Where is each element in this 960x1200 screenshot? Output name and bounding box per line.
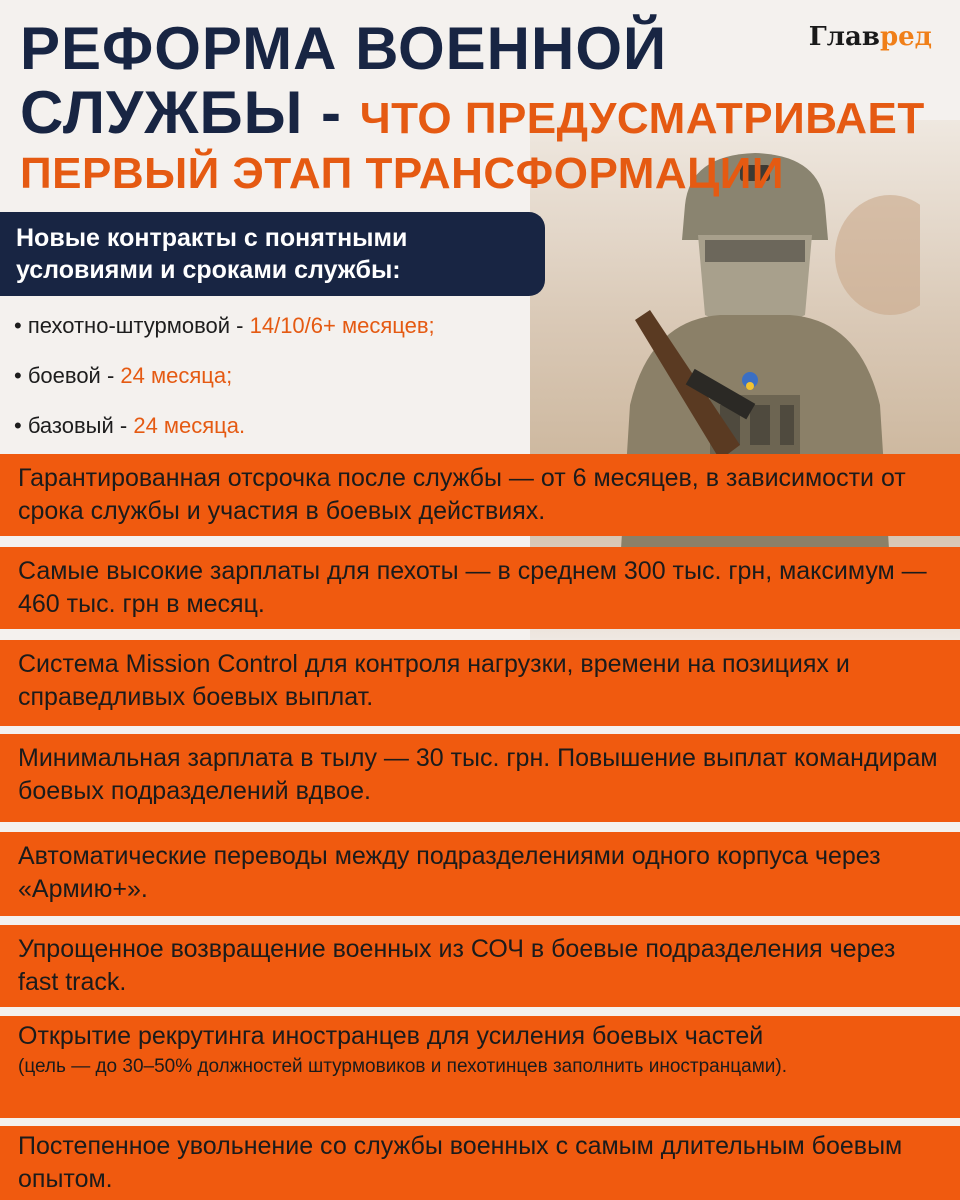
card-text-block: [18, 1020, 940, 1079]
subtitle-part2: ПЕРВЫЙ ЭТАП ТРАНСФОРМАЦИИ: [20, 149, 785, 198]
card-text: Система Mission Control для контроля нагрузки, времени на позициях и справедливых боевых выплат.: [18, 650, 850, 711]
contract-value: 24 месяца;: [120, 363, 233, 388]
logo-text-dark: Глав: [808, 22, 880, 52]
contract-label: • базовый -: [14, 413, 134, 438]
logo-text-accent: ред: [879, 22, 932, 52]
card-text: Упрощенное возвращение военных из СОЧ в боевые подразделения через fast track.: [18, 935, 896, 996]
card-transfers: [0, 832, 960, 916]
page-title-line2: [20, 79, 925, 150]
contract-item-basic: [14, 413, 245, 439]
page-title-line2-main: СЛУЖБЫ -: [20, 79, 343, 146]
contract-value: 14/10/6+ месяцев;: [249, 313, 435, 338]
card-text: Постепенное увольнение со службы военных с самым длительным боевым опытом.: [18, 1132, 903, 1193]
card-rear-salary: [0, 734, 960, 822]
card-mission-control: [0, 640, 960, 726]
page-title-line1: РЕФОРМА ВОЕННОЙ: [20, 15, 668, 82]
contract-item-combat: [14, 363, 232, 389]
contract-item-assault: [14, 313, 435, 339]
card-dismissal: [0, 1126, 960, 1200]
contract-value: 24 месяца.: [133, 413, 246, 438]
contracts-header-box: [0, 212, 545, 296]
card-deferment: [0, 454, 960, 536]
card-text: Автоматические переводы между подразделениями одного корпуса через «Армию+».: [18, 842, 881, 903]
card-text: Гарантированная отсрочка после службы — от 6 месяцев, в зависимости от срока службы и участия в боевых действиях.: [18, 464, 906, 525]
card-text: Самые высокие зарплаты для пехоты — в среднем 300 тыс. грн, максимум — 460 тыс. грн в месяц.: [18, 557, 927, 618]
contract-label: • боевой -: [14, 363, 121, 388]
contract-label: • пехотно-штурмовой -: [14, 313, 250, 338]
card-fast-track: [0, 925, 960, 1007]
card-foreign-recruiting: [0, 1016, 960, 1118]
card-text: Минимальная зарплата в тылу — 30 тыс. грн. Повышение выплат командирам боевых подразделений вдвое.: [18, 744, 938, 805]
card-infantry-salary: [0, 547, 960, 629]
subtitle-part1: ЧТО ПРЕДУСМАТРИВАЕТ: [359, 94, 925, 143]
brand-logo: [809, 22, 932, 52]
card-note: (цель — до 30–50% должностей штурмовиков и пехотинцев заполнить иностранцами).: [18, 1056, 787, 1077]
contracts-title: Новые контракты с понятными условиями и сроками службы:: [16, 224, 408, 284]
card-text: Открытие рекрутинга иностранцев для усиления боевых частей: [18, 1022, 764, 1050]
